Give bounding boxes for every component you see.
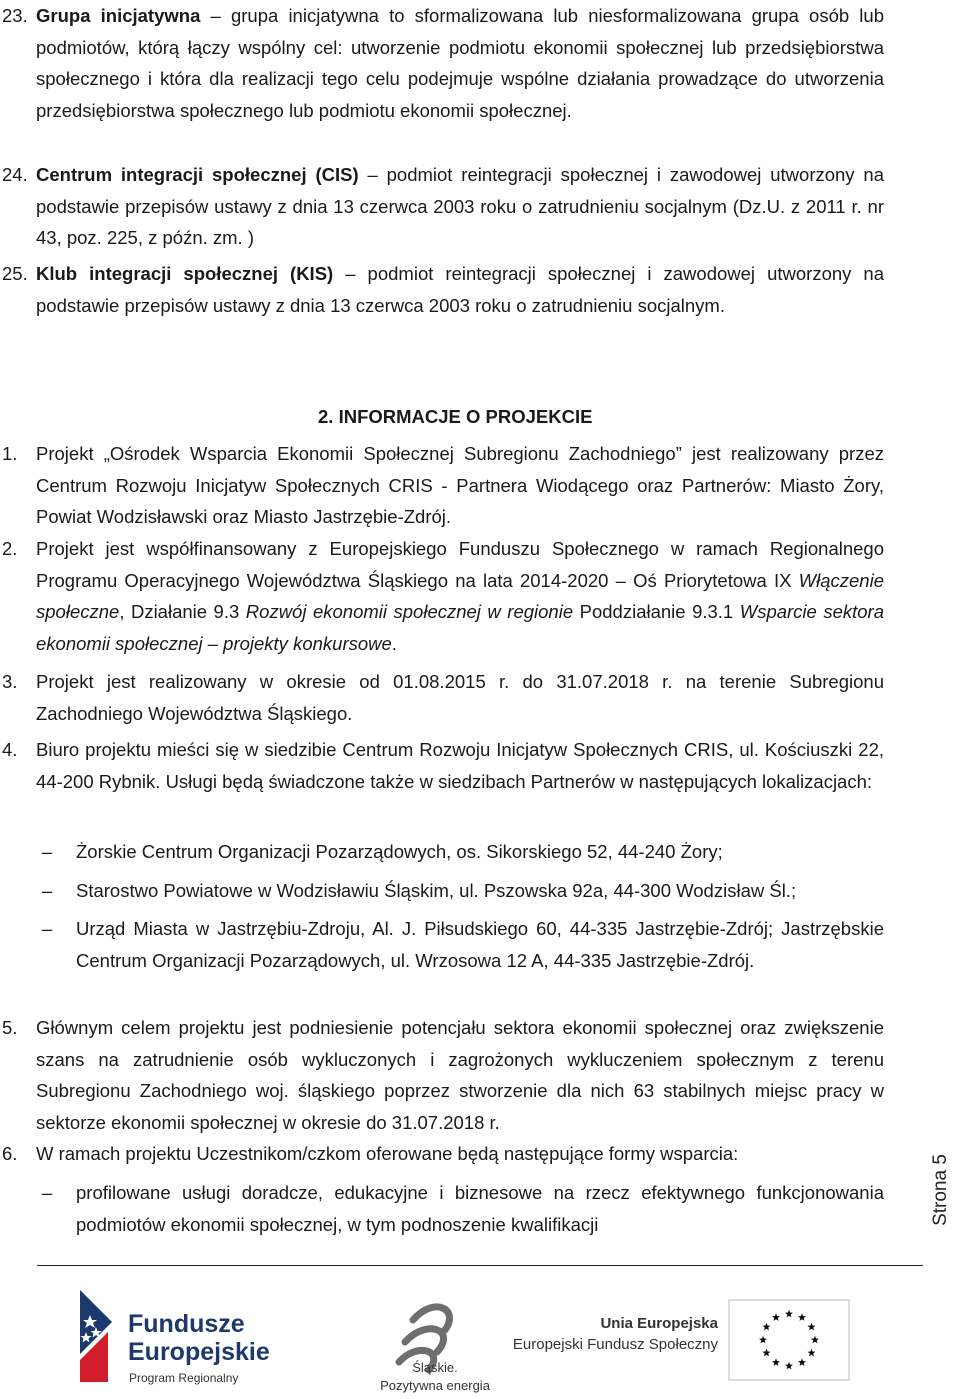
page-number-vertical [921,1150,961,1230]
item-text-italic: Wsparcie sektora ekonomii społecznej – projekty konkursowe [36,601,885,654]
fundusze-europejskie-logo [60,1282,310,1392]
list-item [36,913,884,976]
project-item-4 [0,734,884,797]
item-text-italic: Włączenie społeczne [36,569,884,622]
definition-text [36,159,884,254]
definition-body: – podmiot reintegracji społecznej i zawodowej utworzony na podstawie przepisów ustawy z dnia 13 czerwca 2003 roku o zatrudnieniu socjalnym. [36,263,885,316]
definition-text [36,258,884,321]
support-list [36,1177,884,1247]
definition-body: – grupa inicjatywna to sformalizowana lub niesformalizowana grupa osób lub podmiotów, którą łączy wspólny cel: utworzenie podmiotu ekonomii społecznej lub przedsiębiorstwa społecznego i która dla realizacji tego celu podejmuje wspólne działania prowadzące do utworzenia przedsiębiorstwa społecznego lub podmiotu ekonomii społecznej. [36,5,884,121]
dash-bullet-icon: – [41,918,53,939]
definition-item-24 [0,159,884,254]
item-number: 6. [2,1143,18,1164]
dash-bullet-icon: – [41,879,53,901]
location-list [36,836,884,983]
item-text [36,533,884,659]
item-number: 25. [2,263,28,284]
item-text-part: , Działanie 9.3 [119,601,246,622]
sl-line2: Pozytywna energia [380,1378,490,1393]
definition-term: Grupa inicjatywna [36,5,201,26]
definition-term: Klub integracji społecznej (KIS) [36,263,334,284]
item-text-italic: Rozwój ekonomii społecznej w regionie [245,601,574,622]
project-item-1 [0,438,884,533]
dash-bullet-icon: – [41,841,53,862]
item-text: Biuro projektu mieści się w siedzibie Centrum Rozwoju Inicjatyw Społecznych CRIS, ul. Kościuszki 22, 44-200 Rybnik. Usługi będą świadczone także w siedzibach Partnerów w następujących lokalizacjach: [36,739,884,792]
definition-item-25 [0,258,884,321]
ue-line1: Unia Europejska [600,1315,718,1332]
fe-line3: Program Regionalny [129,1371,239,1385]
item-text: W ramach projektu Uczestnikom/czkom oferowane będą następujące formy wsparcia: [36,1143,739,1164]
item-text-part: . [391,632,397,654]
item-number: 2. [2,538,18,559]
ue-line2: Europejski Fundusz Społeczny [512,1336,718,1353]
item-number: 4. [2,739,18,760]
project-item-5 [0,1012,884,1138]
unia-europejska-logo [512,1290,890,1380]
list-item-text: Żorskie Centrum Organizacji Pozarządowych, os. Sikorskiego 52, 44-240 Żory; [76,841,723,862]
fe-stars-mark-icon [80,1290,112,1382]
list-item-text: Urząd Miasta w Jastrzębiu-Zdroju, Al. J. Piłsudskiego 60, 44-335 Jastrzębie-Zdrój; Jastrzębskie Centrum Organizacji Pozarządowych, ul. Wrzosowa 12 A, 44-335 Jastrzębie-Zdrój. [76,918,884,971]
item-text: Projekt jest realizowany w okresie od 01.08.2015 r. do 31.07.2018 r. na terenie Subregionu Zachodniego Województwa Śląskiego. [36,671,884,724]
list-item [36,836,884,868]
item-text-part: Poddziałanie 9.3.1 [573,601,740,622]
slaskie-logo [365,1290,505,1396]
item-text: Projekt „Ośrodek Wsparcia Ekonomii Społecznej Subregionu Zachodniego” jest realizowany przez Centrum Rozwoju Inicjatyw Społecznych CRIS - Partnera Wiodącego oraz Partnerów: Miasto Żory, Powiat Wodzisławski oraz Miasto Jastrzębie-Zdrój. [36,443,884,527]
list-item [36,875,884,907]
item-number: 23. [2,5,28,26]
list-item-text: profilowane usługi doradcze, edukacyjne i biznesowe na rzecz efektywnego funkcjonowania podmiotów ekonomii społecznej, w tym podnoszenie kwalifikacji [76,1182,884,1235]
fe-line1: Fundusze [128,1310,245,1338]
project-item-3 [0,666,884,729]
dash-bullet-icon: – [41,1182,53,1203]
sl-line1: Śląskie. [412,1360,458,1375]
item-number: 1. [2,443,18,464]
item-number: 24. [2,164,28,185]
list-item [36,1177,884,1240]
item-text: Głównym celem projektu jest podniesienie potencjału sektora ekonomii społecznej oraz zwiększenie szans na zatrudnienie osób wykluczonych i zagrożonych wykluczeniem społecznym z terenu Subregionu Zachodniego woj. śląskiego poprzez stworzenie dla nich 63 stabilnych miejsc pracy w sektorze ekonomii społecznej w okresie do 31.07.2018 r. [36,1017,884,1133]
page-number: Strona 5 [930,1154,951,1226]
section-heading: 2. INFORMACJE O PROJEKCIE [318,406,593,427]
item-text-part: Projekt jest współfinansowany z Europejskiego Funduszu Społecznego w ramach Regionalnego Programu Operacyjnego Województwa Śląskiego na lata 2014-2020 – Oś Priorytetowa IX [36,538,884,591]
definition-item-23 [0,0,884,126]
definition-term: Centrum integracji społecznej (CIS) [36,164,359,185]
project-item-6 [0,1138,884,1170]
item-number: 3. [2,671,18,692]
project-item-2 [0,533,884,659]
definition-body: – podmiot reintegracji społecznej i zawodowej utworzony na podstawie przepisów ustawy z dnia 13 czerwca 2003 roku o zatrudnieniu socjalnym (Dz.U. z 2011 r. nr 43, poz. 225, z późn. zm. ) [36,164,884,248]
fe-line2: Europejskie [128,1338,270,1366]
list-item-text: Starostwo Powiatowe w Wodzisławiu Śląskim, ul. Pszowska 92a, 44-300 Wodzisław Śl.; [76,879,797,901]
footer-divider [37,1265,923,1266]
definition-text [36,0,884,126]
item-number: 5. [2,1017,18,1038]
